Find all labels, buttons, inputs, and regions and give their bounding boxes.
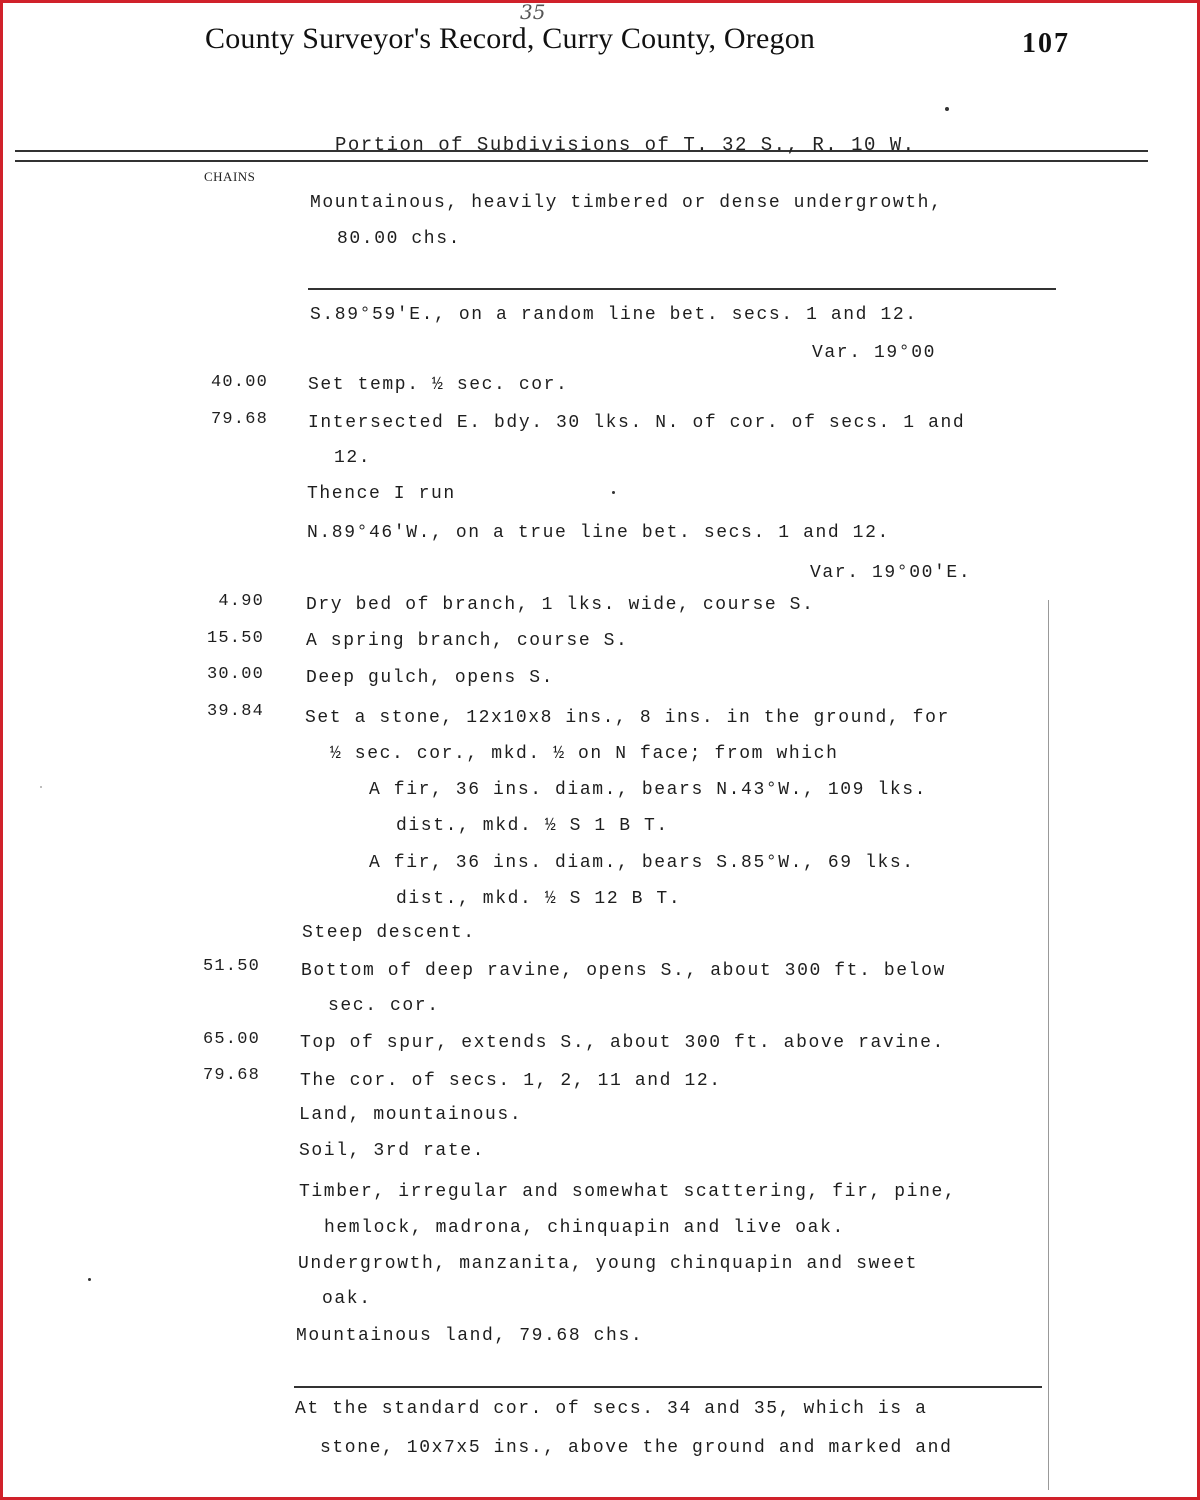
text-line: dist., mkd. ½ S 12 B T.: [396, 889, 682, 909]
text-line: Thence I run: [307, 484, 456, 504]
text-line: Steep descent.: [302, 923, 476, 943]
chains-value: 79.68: [202, 1066, 260, 1085]
page-number: 107: [1022, 28, 1070, 59]
chains-value: 15.50: [206, 629, 264, 648]
text-line: Set a stone, 12x10x8 ins., 8 ins. in the ground, for: [305, 708, 950, 728]
text-line: Top of spur, extends S., about 300 ft. above ravine.: [300, 1033, 945, 1053]
text-line: dist., mkd. ½ S 1 B T.: [396, 816, 669, 836]
text-line: sec. cor.: [328, 996, 440, 1016]
text-line: A fir, 36 ins. diam., bears S.85°W., 69 lks.: [369, 853, 915, 873]
pencil-annotation: 35: [520, 0, 546, 24]
text-line: 80.00 chs.: [337, 229, 462, 249]
text-line: oak.: [322, 1289, 372, 1309]
text-line: Soil, 3rd rate.: [299, 1141, 486, 1161]
chains-column-label: CHAINS: [204, 169, 256, 184]
text-line: The cor. of secs. 1, 2, 11 and 12.: [300, 1071, 722, 1091]
text-line: At the standard cor. of secs. 34 and 35, which is a: [295, 1399, 928, 1419]
text-line: stone, 10x7x5 ins., above the ground and marked and: [320, 1438, 953, 1458]
text-line: Undergrowth, manzanita, young chinquapin and sweet: [298, 1254, 919, 1274]
line-heading: N.89°46'W., on a true line bet. secs. 1 and 12.: [307, 523, 890, 543]
ink-speck: [945, 107, 949, 111]
ink-speck: [88, 1278, 91, 1281]
ink-speck: [40, 786, 42, 788]
ink-speck: [612, 491, 615, 494]
text-line: A fir, 36 ins. diam., bears N.43°W., 109 lks.: [369, 780, 928, 800]
page-title: County Surveyor's Record, Curry County, Oregon: [205, 22, 816, 55]
chains-value: 4.90: [218, 592, 264, 611]
text-line: Bottom of deep ravine, opens S., about 300 ft. below: [301, 961, 946, 981]
variation: Var. 19°00'E.: [810, 563, 972, 583]
text-line: Mountainous, heavily timbered or dense undergrowth,: [310, 193, 943, 213]
text-line: A spring branch, course S.: [306, 631, 629, 651]
text-line: Timber, irregular and somewhat scattering, fir, pine,: [299, 1182, 957, 1202]
chains-value: 30.00: [206, 665, 264, 684]
text-line: 12.: [334, 448, 372, 468]
text-line: hemlock, madrona, chinquapin and live oak.: [324, 1218, 845, 1238]
divider: [294, 1386, 1042, 1388]
chains-value: 65.00: [202, 1030, 260, 1049]
text-line: ½ sec. cor., mkd. ½ on N face; from which: [330, 744, 839, 764]
text-line: Deep gulch, opens S.: [306, 668, 555, 688]
text-line: Mountainous land, 79.68 chs.: [296, 1326, 644, 1346]
chains-value: 51.50: [202, 957, 260, 976]
text-line: Intersected E. bdy. 30 lks. N. of cor. of secs. 1 and: [308, 413, 966, 433]
section-subtitle: Portion of Subdivisions of T. 32 S., R. 10 W.: [335, 134, 916, 156]
text-line: Set temp. ½ sec. cor.: [308, 375, 569, 395]
chains-value: 79.68: [210, 410, 268, 429]
header-rule-bottom: [15, 160, 1148, 162]
text-line: Land, mountainous.: [299, 1105, 523, 1125]
chains-value: 40.00: [210, 373, 268, 392]
chains-value: 39.84: [206, 702, 264, 721]
text-line: Dry bed of branch, 1 lks. wide, course S.: [306, 595, 815, 615]
variation: Var. 19°00: [812, 343, 937, 363]
divider: [308, 288, 1056, 290]
scan-edge-line: [1048, 600, 1049, 1490]
line-heading: S.89°59'E., on a random line bet. secs. 1 and 12.: [310, 305, 918, 325]
